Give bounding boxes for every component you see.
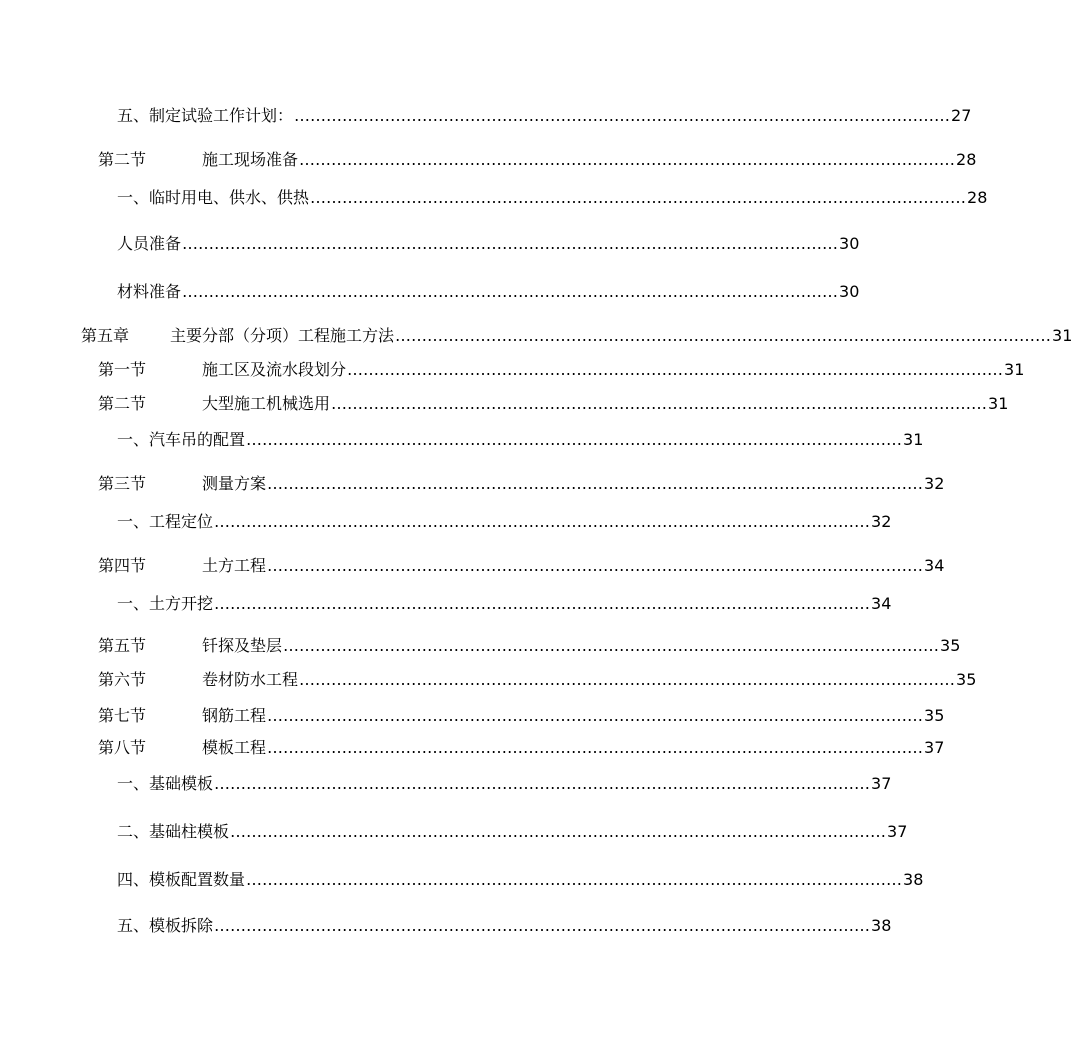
toc-entry-title: 五、模板拆除 [117,916,214,935]
dot-leader: …………………………………………………………………………………………………………… [299,150,956,169]
dot-leader: …………………………………………………………………………………………………………… [267,556,924,575]
toc-entry[interactable] [98,668,977,690]
toc-page-number: 37 [924,738,945,757]
toc-entry-title: 四、模板配置数量 [117,870,246,889]
toc-page-number: 35 [924,706,945,725]
toc-page-number: 30 [839,234,860,253]
toc-entry[interactable] [117,104,972,126]
dot-leader: …………………………………………………………………………………………………………… [182,234,839,253]
toc-entry-title: 钢筋工程 [202,706,267,725]
toc-page-number: 31 [903,430,924,449]
toc-entry[interactable] [117,428,924,450]
toc-entry-title: 一、汽车吊的配置 [117,430,246,449]
dot-leader: …………………………………………………………………………………………………………… [299,670,956,689]
toc-entry-title: 五、制定试验工作计划： [117,106,294,125]
dot-leader: …………………………………………………………………………………………………………… [230,822,887,841]
dot-leader: …………………………………………………………………………………………………………… [267,706,924,725]
toc-entry[interactable] [117,868,924,890]
toc-page-number: 34 [871,594,892,613]
section-number: 第二节 [98,394,147,413]
section-number: 第五节 [98,636,147,655]
toc-entry[interactable] [98,472,945,494]
toc-entry[interactable] [117,772,892,794]
toc-entry-title: 测量方案 [202,474,267,493]
toc-entry-title: 大型施工机械选用 [202,394,331,413]
toc-entry[interactable] [117,592,892,614]
toc-entry[interactable] [98,392,1009,414]
toc-entry[interactable] [98,554,945,576]
toc-entry-title: 模板工程 [202,738,267,757]
toc-entry[interactable] [117,186,988,208]
dot-leader: …………………………………………………………………………………………………………… [214,512,871,531]
toc-entry-title: 一、工程定位 [117,512,214,531]
toc-entry-title: 一、基础模板 [117,774,214,793]
toc-entry[interactable] [98,704,945,726]
toc-entry-title: 二、基础柱模板 [117,822,230,841]
dot-leader: …………………………………………………………………………………………………………… [267,738,924,757]
toc-entry[interactable] [98,148,977,170]
toc-page-number: 30 [839,282,860,301]
section-number: 第七节 [98,706,147,725]
dot-leader: …………………………………………………………………………………………………………… [347,360,1004,379]
toc-page-number: 27 [951,106,972,125]
toc-entry-title: 施工区及流水段划分 [202,360,347,379]
dot-leader: …………………………………………………………………………………………………………… [267,474,924,493]
toc-entry[interactable] [98,358,1025,380]
toc-entry-title: 一、临时用电、供水、供热 [117,188,310,207]
toc-entry[interactable] [117,510,892,532]
toc-entry-title: 材料准备 [117,282,182,301]
dot-leader: …………………………………………………………………………………………………………… [246,870,903,889]
toc-page-number: 37 [887,822,908,841]
toc-entry-title: 土方工程 [202,556,267,575]
section-number: 第三节 [98,474,147,493]
dot-leader: …………………………………………………………………………………………………………… [294,106,951,125]
dot-leader: …………………………………………………………………………………………………………… [182,282,839,301]
toc-entry[interactable] [117,280,860,302]
toc-entry[interactable] [117,232,860,254]
section-number: 第一节 [98,360,147,379]
toc-page-number: 31 [1052,326,1072,345]
toc-page-number: 38 [871,916,892,935]
section-number: 第四节 [98,556,147,575]
toc-entry[interactable] [81,324,1072,346]
chapter-number: 第五章 [81,326,130,345]
toc-page-number: 38 [903,870,924,889]
toc-page-number: 28 [967,188,988,207]
toc-entry-title: 施工现场准备 [202,150,299,169]
toc-entry[interactable] [98,736,945,758]
toc-page-number: 31 [1004,360,1025,379]
toc-entry-title: 一、土方开挖 [117,594,214,613]
dot-leader: …………………………………………………………………………………………………………… [214,594,871,613]
toc-entry-title: 人员准备 [117,234,182,253]
toc-page-number: 28 [956,150,977,169]
toc-page-number: 32 [924,474,945,493]
toc-page-number: 31 [988,394,1009,413]
toc-page-number: 34 [924,556,945,575]
dot-leader: …………………………………………………………………………………………………………… [331,394,988,413]
section-number: 第二节 [98,150,147,169]
dot-leader: …………………………………………………………………………………………………………… [214,916,871,935]
toc-entry-title: 主要分部（分项）工程施工方法 [170,326,395,345]
section-number: 第六节 [98,670,147,689]
toc-page-number: 32 [871,512,892,531]
toc-entry-title: 卷材防水工程 [202,670,299,689]
toc-entry[interactable] [117,914,892,936]
toc-page-number: 35 [956,670,977,689]
section-number: 第八节 [98,738,147,757]
toc-entry[interactable] [117,820,908,842]
dot-leader: …………………………………………………………………………………………………………… [395,326,1052,345]
dot-leader: …………………………………………………………………………………………………………… [283,636,940,655]
dot-leader: …………………………………………………………………………………………………………… [214,774,871,793]
toc-entry-title: 钎探及垫层 [202,636,283,655]
toc-page-number: 35 [940,636,961,655]
dot-leader: …………………………………………………………………………………………………………… [246,430,903,449]
toc-page-number: 37 [871,774,892,793]
toc-entry[interactable] [98,634,961,656]
dot-leader: …………………………………………………………………………………………………………… [310,188,967,207]
